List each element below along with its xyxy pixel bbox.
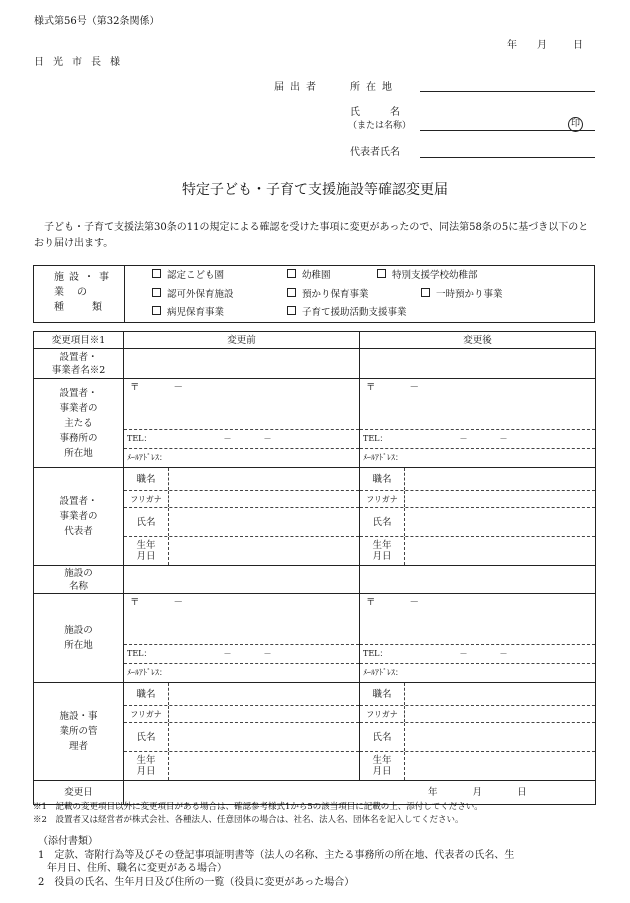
checkbox-icon — [287, 269, 296, 278]
representative-after[interactable]: 職名 フリガナ 氏名 生年 月日 — [360, 468, 596, 566]
representative-before[interactable]: 職名 フリガナ 氏名 生年 月日 — [124, 468, 360, 566]
row-label-setter-address: 設置者・ 事業者の 主たる 事務所の 所在地 — [34, 379, 124, 468]
attachments-heading: （添付書類） — [38, 836, 98, 847]
date-month: 月 — [537, 40, 547, 51]
applicant-label: 届出者 — [274, 82, 322, 93]
option-ichiji[interactable]: 一時預かり事業 — [421, 288, 503, 300]
setter-address-after[interactable]: 〒 － TEL： － － ﾒｰﾙｱﾄﾞﾚｽ： — [360, 379, 596, 468]
address-field[interactable] — [420, 91, 595, 92]
facility-name-after[interactable] — [360, 566, 596, 594]
name-field[interactable] — [420, 130, 595, 131]
address-label: 所在地 — [350, 82, 398, 93]
attachment-1: 1 定款、寄附行為等及びその登記事項証明書等（法人の名称、主たる事務所の所在地、代表者の氏名、生 — [38, 850, 515, 861]
facility-type-label: 施設・事 業の 種類 — [34, 266, 125, 322]
row-label-manager: 施設・事 業所の管 理者 — [34, 683, 124, 781]
postal-mark: 〒 — [366, 597, 376, 608]
name-label: 氏名 — [350, 107, 430, 118]
postal-mark: 〒 — [130, 597, 140, 608]
seal-mark: 印 — [568, 117, 583, 132]
intro-text: 子ども・子育て支援法第30条の11の規定による確認を受けた事項に変更があったので、同法第58条の5に基づき以下のとおり届け出ます。 — [34, 222, 589, 249]
facility-name-before[interactable] — [124, 566, 360, 594]
addressee: 日光市長様 — [34, 57, 129, 68]
row-label-facility-address: 施設の 所在地 — [34, 594, 124, 683]
note-1: ※1 記載の変更項目以外に変更項目がある場合は、確認参考様式1から5の該当項目に記載の上、添付してください。 — [33, 802, 483, 812]
row-label-setter-name: 設置者・ 事業者名※2 — [34, 349, 124, 379]
setter-name-after[interactable] — [360, 349, 596, 379]
checkbox-icon — [152, 269, 161, 278]
facility-address-before[interactable]: 〒 － TEL： － － ﾒｰﾙｱﾄﾞﾚｽ： — [124, 594, 360, 683]
date-day: 日 — [573, 40, 583, 51]
option-ninkagai[interactable]: 認可外保育施設 — [152, 288, 234, 300]
manager-before[interactable]: 職名 フリガナ 氏名 生年 月日 — [124, 683, 360, 781]
representative-label: 代表者氏名 — [350, 147, 400, 158]
note-2: ※2 設置者又は経営者が株式会社、各種法人、任意団体の場合は、社名、法人名、団体名を記入してください。 — [33, 815, 464, 825]
checkbox-icon — [287, 288, 296, 297]
change-table — [33, 331, 596, 805]
row-label-facility-name: 施設の 名称 — [34, 566, 124, 594]
header-item: 変更項目※1 — [34, 332, 124, 349]
setter-address-before[interactable]: 〒 － TEL： － － ﾒｰﾙｱﾄﾞﾚｽ： — [124, 379, 360, 468]
manager-after[interactable]: 職名 フリガナ 氏名 生年 月日 — [360, 683, 596, 781]
facility-type-box — [33, 265, 595, 323]
option-tokubetsu[interactable]: 特別支援学校幼稚部 — [377, 269, 478, 281]
row-label-representative: 設置者・ 事業者の 代表者 — [34, 468, 124, 566]
attachment-2: 2 役員の氏名、生年月日及び住所の一覧（役員に変更があった場合） — [38, 877, 355, 888]
header-after: 変更後 — [360, 332, 596, 349]
postal-mark: 〒 — [366, 382, 376, 393]
setter-name-before[interactable] — [124, 349, 360, 379]
facility-address-after[interactable]: 〒 － TEL： － － ﾒｰﾙｱﾄﾞﾚｽ： — [360, 594, 596, 683]
checkbox-icon — [377, 269, 386, 278]
option-yochien[interactable]: 幼稚園 — [287, 269, 331, 281]
representative-field[interactable] — [420, 157, 595, 158]
postal-mark: 〒 — [130, 382, 140, 393]
checkbox-icon — [152, 288, 161, 297]
option-azukari[interactable]: 預かり保育事業 — [287, 288, 369, 300]
checkbox-icon — [287, 306, 296, 315]
option-nintei[interactable]: 認定こども園 — [152, 269, 224, 281]
change-date-field[interactable]: 年 月 日 — [124, 781, 596, 805]
form-number: 様式第56号（第32条関係） — [34, 16, 160, 27]
row-label-change-date: 変更日 — [34, 781, 124, 805]
option-kosodate[interactable]: 子育て援助活動支援事業 — [287, 306, 407, 318]
attachment-1-cont: 年月日、住所、職名に変更がある場合） — [47, 863, 227, 874]
date-year: 年 — [507, 40, 517, 51]
header-before: 変更前 — [124, 332, 360, 349]
option-byouji[interactable]: 病児保育事業 — [152, 306, 224, 318]
checkbox-icon — [421, 288, 430, 297]
checkbox-icon — [152, 306, 161, 315]
page-title: 特定子ども・子育て支援施設等確認変更届 — [182, 182, 448, 198]
name-sub-label: （または名称） — [348, 121, 412, 131]
